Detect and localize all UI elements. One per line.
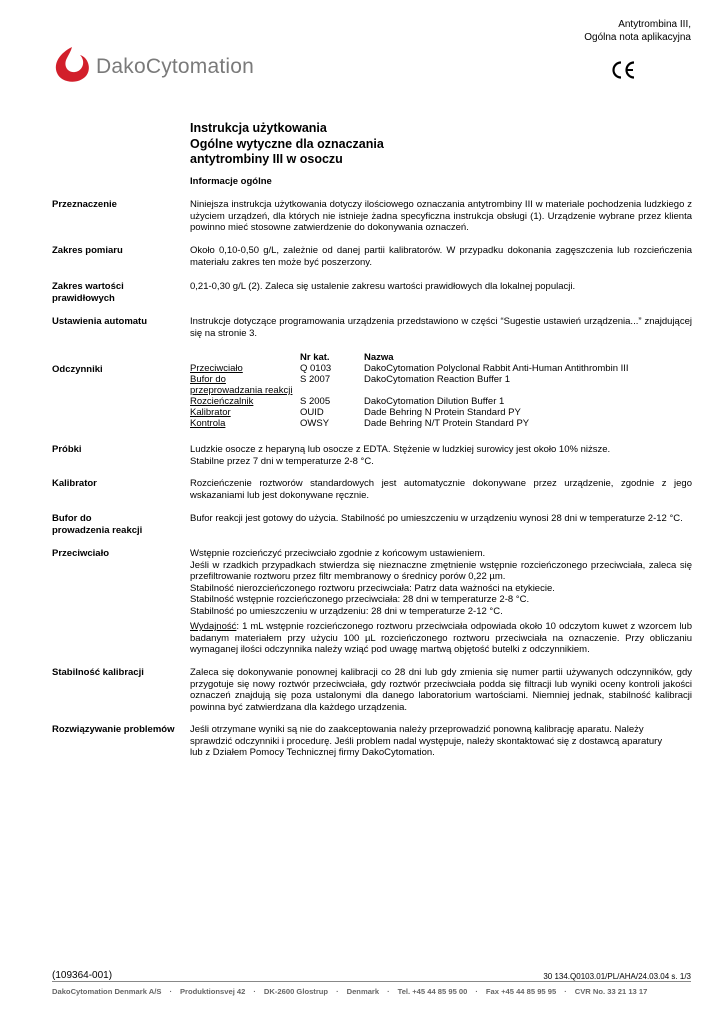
reagent-nr: Q 0103 [300, 363, 332, 374]
yield-paragraph [190, 621, 692, 656]
col-header-nr: Nr kat. [300, 352, 330, 363]
reagents-table [190, 352, 690, 429]
company-logo [52, 45, 262, 89]
reagent-name: Dade Behring N Protein Standard PY [364, 407, 521, 418]
text-line1: Jeśli otrzymane wyniki są nie do zaakceptowania należy przeprowadzić ponowną kalibrację aparatu. Należy [190, 724, 644, 735]
text-line1: Ludzkie osocze z heparyną lub osocze z EDTA. Stężenie w ludzkiej surowicy jest około 10% niższe. [190, 444, 611, 455]
section-text: Niniejsza instrukcja użytkowania dotyczy ilościowego oznaczania antytrombiny III w materiale pochodzenia ludzkiego z użyciem urządzeń, dla których nie istnieje żadna specyficzna instrukcja obsługi (1). Urządzenie wybrane przez klienta powinno mieć stosowne zatwierdzenie do dokonywania oznaczeń. [190, 199, 692, 233]
section-label: Zakres pomiaru [52, 245, 123, 256]
reagents-header-row [190, 352, 690, 363]
footer-page-ref: 30 134.Q0103.01/PL/AHA/24.03.04 s. 1/3 [543, 972, 691, 981]
section-label: Rozwiązywanie problemów [52, 724, 175, 735]
reagent-name: DakoCytomation Polyclonal Rabbit Anti-Human Antithrombin III [364, 363, 629, 374]
reagent-name: DakoCytomation Dilution Buffer 1 [364, 396, 505, 407]
footer-address: Produktionsvej 42 [179, 987, 246, 996]
section-label: Kalibrator [52, 478, 97, 489]
section-text: Instrukcje dotyczące programowania urządzenia przedstawiono w części “Sugestie ustawień urządzenia...” znajdującej się na stronie 3. [190, 316, 692, 339]
reagent-nr: S 2007 [300, 374, 331, 385]
reagent-item: przeprowadzania reakcji [190, 385, 293, 396]
footer-separator: · [387, 987, 390, 996]
paragraph: Jeśli w rzadkich przypadkach stwierdza się nieznaczne zmętnienie wstępnie rozcieńczonego przeciwciała, zaleca się przefiltrowanie roztworu przez filtr membranowy o średnicy porów 0,22 µm. [190, 559, 692, 582]
label-line1: Zakres wartości [52, 281, 124, 292]
yield-label: Wydajność [190, 621, 237, 632]
yield-text: : 1 mL wstępnie rozcieńczonego roztworu przeciwciała odpowiada około 10 odczytom kuwet z wzorcem lub badanym materiałem przy użyciu 100 µL rozcieńczonego roztworu przeciwciała na oznaczenie. Przy obliczaniu wymaganej ilości odczynnika należy wziąć pod uwagę martwą objętość butelki z odczynnikiem. [190, 621, 692, 655]
reagent-item: Kalibrator [190, 407, 231, 418]
reagent-nr: OUID [300, 407, 324, 418]
section-label: Ustawienia automatu [52, 316, 148, 327]
footer-country: Denmark [346, 987, 380, 996]
section-label: Przeciwciało [52, 548, 110, 559]
logo-wordmark: DakoCytomation [96, 55, 255, 78]
section-label [52, 281, 182, 304]
section-text: Bufor reakcji jest gotowy do użycia. Stabilność po umieszczeniu w urządzeniu wynosi 28 dni w temperaturze 2-12 °C. [190, 513, 683, 524]
label-line2: prawidłowych [52, 292, 115, 304]
section-text [190, 548, 692, 656]
section-label [52, 513, 182, 536]
table-row [190, 374, 690, 385]
section-label: Przeznaczenie [52, 199, 117, 210]
reagent-item: Kontrola [190, 418, 226, 429]
label-line1: Bufor do [52, 513, 92, 524]
table-row [190, 363, 690, 374]
title-line3: antytrombiny III w osoczu [190, 152, 343, 166]
section-label: Stabilność kalibracji [52, 667, 144, 678]
paragraph: Stabilność nierozcieńczonego roztworu przeciwciała: Patrz data ważności na etykiecie. [190, 582, 555, 594]
footer-company-info [52, 987, 691, 996]
table-row [190, 385, 690, 396]
label-line2: prowadzenia reakcji [52, 524, 143, 536]
reagent-name: Dade Behring N/T Protein Standard PY [364, 418, 530, 429]
table-row [190, 418, 690, 429]
doc-title-line1: Antytrombina III, [618, 19, 691, 30]
reagent-name: DakoCytomation Reaction Buffer 1 [364, 374, 511, 385]
title-line2: Ogólne wytyczne dla oznaczania [190, 136, 384, 151]
document-header [584, 18, 691, 44]
ce-mark-icon [610, 60, 636, 80]
footer-separator: · [253, 987, 256, 996]
footer-divider [52, 981, 691, 982]
footer-separator: · [169, 987, 172, 996]
section-text: Rozcieńczenie roztworów standardowych jest automatycznie dokonywane przez urządzenie, zgodnie z jego wskazaniami lub jest dokonywane ręcznie. [190, 478, 692, 501]
section-text: 0,21-0,30 g/L (2). Zaleca się ustalenie zakresu wartości prawidłowych dla lokalnej populacji. [190, 281, 576, 292]
section-label: Odczynniki [52, 364, 103, 375]
text-line2: Stabilne przez 7 dni w temperaturze 2-8 °C. [190, 455, 374, 467]
section-label: Próbki [52, 444, 82, 455]
reagent-item: Rozcieńczalnik [190, 396, 254, 407]
section-text: Około 0,10-0,50 g/L, zależnie od danej partii kalibratorów. W przypadku dokonania zagęszczenia lub rozcieńczenia materiału zakres ten może być poszerzony. [190, 245, 692, 268]
table-row [190, 407, 690, 418]
footer-doc-number: (109364-001) [52, 970, 113, 981]
text-line3: lub z Działem Pomocy Technicznej firmy DakoCytomation. [190, 747, 435, 758]
footer-city: DK-2600 Glostrup [263, 987, 329, 996]
footer-tel: Tel. +45 44 85 95 00 [397, 987, 468, 996]
footer-company: DakoCytomation Denmark A/S [52, 987, 162, 996]
doc-title-line2: Ogólna nota aplikacyjna [584, 32, 691, 43]
footer-fax: Fax +45 44 85 95 95 [485, 987, 557, 996]
section-text [190, 444, 692, 467]
col-header-name: Nazwa [364, 352, 394, 363]
section-text [190, 724, 692, 759]
section-text: Zaleca się dokonywanie ponownej kalibracji co 28 dni lub gdy zmienia się numer partii używanych odczynników, gdy przygotuje się nowy roztwór przeciwciała, gdy roztwór przeciwciała podda się filtracji lub wyniki oceny kontroli jakości oznaczeń znajdują się poza ustalonymi dla danego laboratorium wartościami. Niemniej jednak, stabilność kalibracji powinna być zatwierdzana dla każdego urządzenia. [190, 667, 692, 713]
footer-cvr: CVR No. 33 21 13 17 [574, 987, 648, 996]
paragraph: Stabilność po umieszczeniu w urządzeniu: 28 dni w temperaturze 2-12 °C. [190, 605, 503, 617]
paragraph: Wstępnie rozcieńczyć przeciwciało zgodnie z końcowym ustawieniem. [190, 548, 486, 559]
general-info-heading: Informacje ogólne [190, 176, 272, 187]
dakocytomation-logo-icon [52, 45, 92, 85]
text-line2: sprawdzić odczynniki i procedurę. Jeśli problem nadal występuje, należy skontaktować się z dostawcą aparatury [190, 735, 663, 747]
reagent-nr: OWSY [300, 418, 330, 429]
paragraph: Stabilność wstępnie rozcieńczonego przeciwciała: 28 dni w temperaturze 2-8 °C. [190, 594, 530, 605]
reagent-nr: S 2005 [300, 396, 331, 407]
table-row [190, 396, 690, 407]
title-line1: Instrukcja użytkowania [190, 121, 327, 135]
footer-separator: · [475, 987, 478, 996]
reagent-item: Przeciwciało [190, 363, 243, 374]
reagent-item: Bufor do [190, 374, 226, 385]
footer-separator: · [336, 987, 339, 996]
page-title [190, 121, 384, 168]
footer-separator: · [564, 987, 567, 996]
